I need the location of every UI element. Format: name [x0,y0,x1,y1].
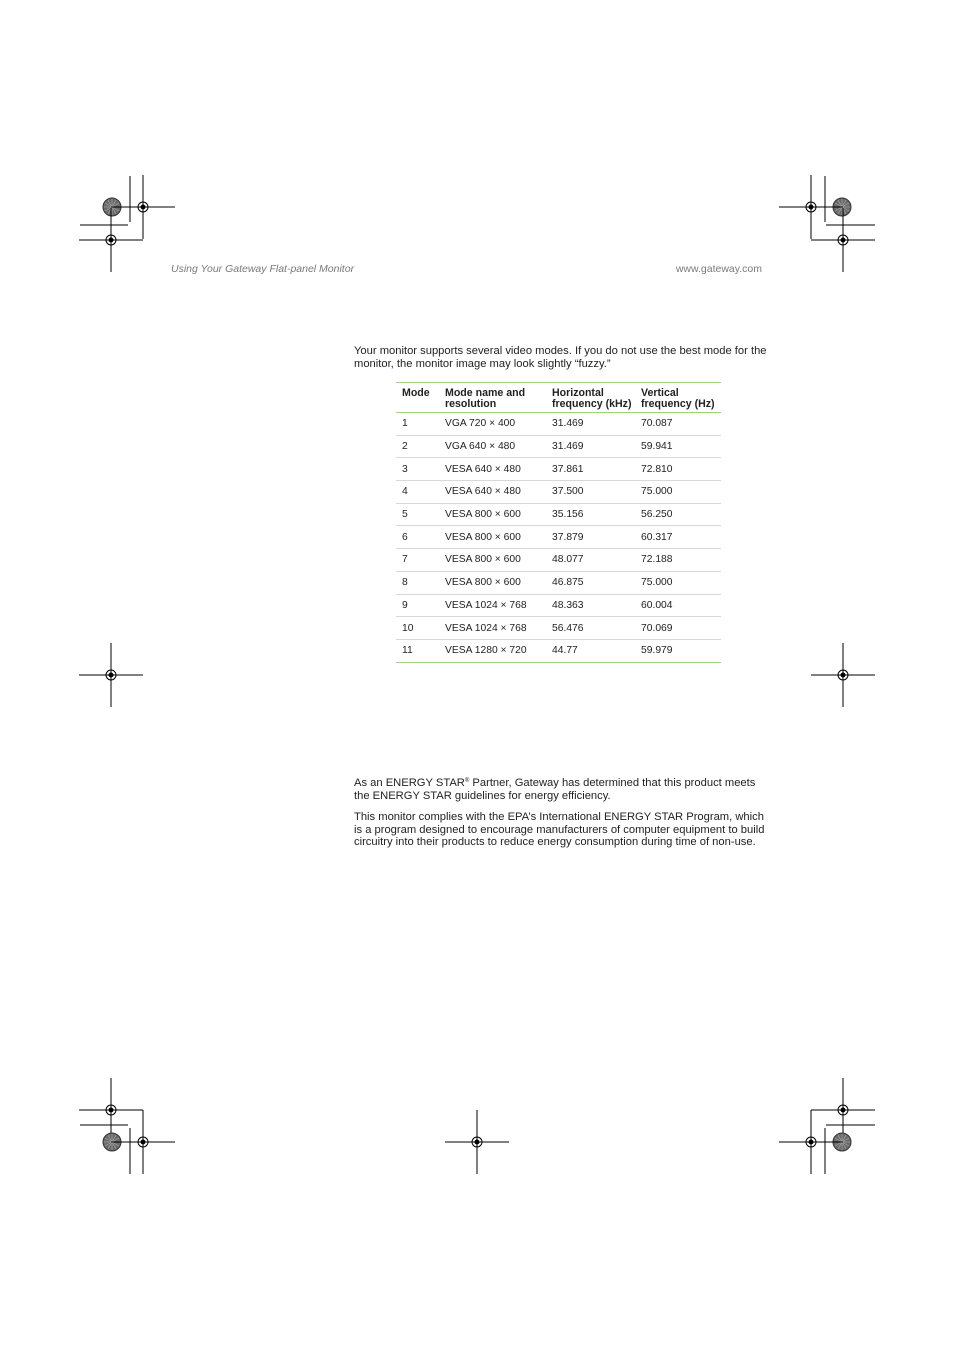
col-header-vertical-frequency: Vertical frequency (Hz) [635,383,721,413]
energy-star-paragraph [354,777,768,802]
cell-vertical-frequency: 72.810 [635,458,721,481]
cell-horizontal-frequency: 46.875 [546,571,635,594]
table-header-row [396,383,721,413]
cell-horizontal-frequency: 37.879 [546,526,635,549]
cell-mode-name: VESA 640 × 480 [439,458,546,481]
cell-mode-name: VESA 800 × 600 [439,571,546,594]
registration-dot [109,673,114,678]
cell-horizontal-frequency: 56.476 [546,617,635,640]
table-row [396,639,721,662]
table-row [396,526,721,549]
registration-dot [841,238,846,243]
cell-mode: 9 [396,594,439,617]
registration-dot [109,1108,114,1113]
cell-mode-name: VESA 800 × 600 [439,549,546,572]
running-header-title: Using Your Gateway Flat-panel Monitor [171,263,355,275]
cell-mode: 6 [396,526,439,549]
registered-mark: ® [464,778,470,784]
cell-mode: 3 [396,458,439,481]
cell-mode: 8 [396,571,439,594]
cell-mode: 11 [396,639,439,662]
cell-mode: 7 [396,549,439,572]
cell-vertical-frequency: 70.069 [635,617,721,640]
registration-dot [141,1140,146,1145]
registration-dot [141,205,146,210]
cell-mode-name: VGA 640 × 480 [439,435,546,458]
cell-mode: 1 [396,413,439,436]
cell-mode: 4 [396,481,439,504]
table-row [396,413,721,436]
cell-vertical-frequency: 60.004 [635,594,721,617]
cell-horizontal-frequency: 48.363 [546,594,635,617]
table-row [396,481,721,504]
registration-dot [809,205,814,210]
cell-horizontal-frequency: 35.156 [546,503,635,526]
cell-mode: 2 [396,435,439,458]
video-modes-intro: Your monitor supports several video modes. If you do not use the best mode for the monitor, the monitor image may look slightly “fuzzy.” [354,345,767,370]
energy-star-text-end: Partner, Gateway has determined that this product meets the ENERGY STAR guidelines for energy efficiency. [354,777,756,802]
video-modes-table [396,382,721,663]
registration-dot [475,1140,480,1145]
col-header-mode-name: Mode name and resolution [439,383,546,413]
cell-vertical-frequency: 59.979 [635,639,721,662]
running-header-url: www.gateway.com [675,263,762,275]
registration-dot [109,238,114,243]
registration-dot [809,1140,814,1145]
cell-mode-name: VGA 720 × 400 [439,413,546,436]
cell-horizontal-frequency: 48.077 [546,549,635,572]
cell-horizontal-frequency: 37.500 [546,481,635,504]
table-row [396,549,721,572]
table-row [396,435,721,458]
cell-mode-name: VESA 1024 × 768 [439,617,546,640]
cell-mode: 10 [396,617,439,640]
table-row [396,503,721,526]
cell-mode-name: VESA 1280 × 720 [439,639,546,662]
table-row [396,571,721,594]
col-header-mode: Mode [396,383,439,413]
registration-dot [841,1108,846,1113]
cell-horizontal-frequency: 31.469 [546,413,635,436]
epa-program-paragraph: This monitor complies with the EPA’s International ENERGY STAR Program, which is a program designed to encourage manufacturers of computer equipment to build circuitry into their products to reduce energy consumption during time of non-use. [354,811,765,848]
cell-vertical-frequency: 75.000 [635,481,721,504]
col-header-horizontal-frequency: Horizontal frequency (kHz) [546,383,635,413]
cell-vertical-frequency: 60.317 [635,526,721,549]
energy-star-text-start: As an ENERGY STAR [354,777,465,789]
cell-horizontal-frequency: 44.77 [546,639,635,662]
cell-horizontal-frequency: 37.861 [546,458,635,481]
cell-vertical-frequency: 75.000 [635,571,721,594]
cell-vertical-frequency: 59.941 [635,435,721,458]
cell-mode: 5 [396,503,439,526]
cell-vertical-frequency: 70.087 [635,413,721,436]
cell-mode-name: VESA 800 × 600 [439,526,546,549]
cell-horizontal-frequency: 31.469 [546,435,635,458]
table-row [396,617,721,640]
cell-mode-name: VESA 800 × 600 [439,503,546,526]
cell-vertical-frequency: 56.250 [635,503,721,526]
table-row [396,594,721,617]
registration-dot [841,673,846,678]
cell-mode-name: VESA 1024 × 768 [439,594,546,617]
cell-mode-name: VESA 640 × 480 [439,481,546,504]
table-row [396,458,721,481]
cell-vertical-frequency: 72.188 [635,549,721,572]
